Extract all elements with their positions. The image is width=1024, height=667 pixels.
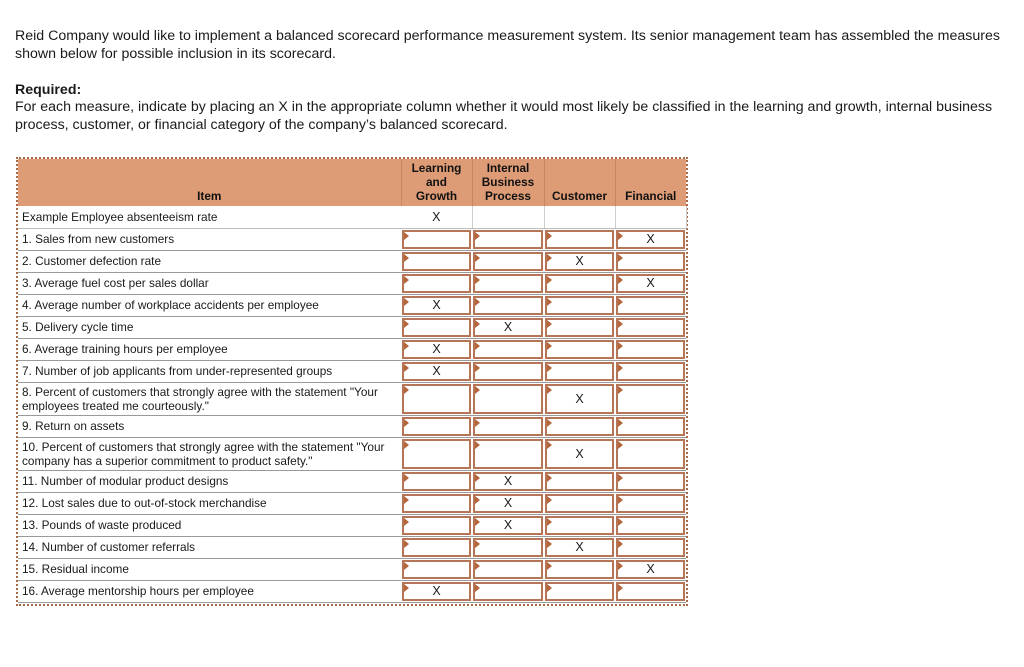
answer-input-internal-business[interactable] bbox=[473, 230, 543, 249]
table-row bbox=[18, 360, 686, 382]
answer-input-financial[interactable] bbox=[616, 417, 685, 436]
answer-input-learning-growth[interactable]: X bbox=[402, 340, 471, 359]
cell-financial bbox=[615, 228, 686, 250]
answer-input-learning-growth[interactable] bbox=[402, 318, 471, 337]
required-heading: Required: bbox=[15, 82, 82, 98]
table-row bbox=[18, 536, 686, 558]
cell-learning-growth bbox=[401, 382, 472, 415]
cell-internal-business bbox=[472, 272, 544, 294]
answer-input-customer[interactable] bbox=[545, 417, 614, 436]
answer-input-customer[interactable] bbox=[545, 494, 614, 513]
example-internal-business bbox=[472, 206, 544, 228]
cell-financial bbox=[615, 580, 686, 602]
cell-customer bbox=[544, 558, 615, 580]
table-row bbox=[18, 415, 686, 437]
measure-label: 15. Residual income bbox=[18, 558, 401, 580]
cell-financial bbox=[615, 316, 686, 338]
answer-input-learning-growth[interactable] bbox=[402, 439, 471, 469]
cell-customer bbox=[544, 536, 615, 558]
header-learning-growth: Learning and Growth bbox=[401, 159, 472, 206]
table-row bbox=[18, 382, 686, 415]
scorecard-table bbox=[18, 159, 687, 603]
header-item: Item bbox=[18, 159, 401, 206]
measure-label: 2. Customer defection rate bbox=[18, 250, 401, 272]
cell-internal-business bbox=[472, 470, 544, 492]
cell-customer bbox=[544, 492, 615, 514]
answer-input-financial[interactable] bbox=[616, 296, 685, 315]
cell-financial bbox=[615, 514, 686, 536]
answer-input-customer[interactable] bbox=[545, 274, 614, 293]
example-learning-growth: X bbox=[401, 206, 472, 228]
cell-customer bbox=[544, 360, 615, 382]
answer-input-learning-growth[interactable] bbox=[402, 516, 471, 535]
answer-input-internal-business[interactable] bbox=[473, 252, 543, 271]
cell-learning-growth bbox=[401, 580, 472, 602]
answer-input-internal-business[interactable] bbox=[473, 538, 543, 557]
intro-text: Reid Company would like to implement a balanced scorecard performance measurement system. Its senior management team has assembled the measures shown below for possible inclusion in its scorecard. bbox=[15, 28, 1000, 62]
cell-financial bbox=[615, 250, 686, 272]
table-row bbox=[18, 338, 686, 360]
answer-input-financial[interactable] bbox=[616, 582, 685, 601]
answer-input-customer[interactable] bbox=[545, 516, 614, 535]
answer-input-customer[interactable] bbox=[545, 318, 614, 337]
table-row bbox=[18, 294, 686, 316]
answer-input-learning-growth[interactable]: X bbox=[402, 582, 471, 601]
measure-label: 14. Number of customer referrals bbox=[18, 536, 401, 558]
answer-input-learning-growth[interactable] bbox=[402, 230, 471, 249]
table-row bbox=[18, 272, 686, 294]
answer-input-financial[interactable] bbox=[616, 472, 685, 491]
answer-input-internal-business[interactable]: X bbox=[473, 318, 543, 337]
cell-customer bbox=[544, 316, 615, 338]
answer-input-financial[interactable] bbox=[616, 516, 685, 535]
cell-learning-growth bbox=[401, 492, 472, 514]
cell-customer bbox=[544, 382, 615, 415]
header-customer: Customer bbox=[544, 159, 615, 206]
answer-input-financial[interactable] bbox=[616, 362, 685, 381]
answer-input-learning-growth[interactable] bbox=[402, 252, 471, 271]
answer-input-learning-growth[interactable] bbox=[402, 494, 471, 513]
cell-internal-business bbox=[472, 558, 544, 580]
cell-internal-business bbox=[472, 294, 544, 316]
cell-internal-business bbox=[472, 514, 544, 536]
answer-input-financial[interactable] bbox=[616, 494, 685, 513]
cell-customer bbox=[544, 294, 615, 316]
table-row bbox=[18, 470, 686, 492]
answer-input-customer[interactable]: X bbox=[545, 439, 614, 469]
answer-input-internal-business[interactable]: X bbox=[473, 472, 543, 491]
answer-input-customer[interactable] bbox=[545, 582, 614, 601]
cell-learning-growth bbox=[401, 514, 472, 536]
answer-input-internal-business[interactable] bbox=[473, 560, 543, 579]
scorecard-table-container bbox=[16, 157, 688, 606]
answer-input-financial[interactable] bbox=[616, 384, 685, 414]
cell-customer bbox=[544, 228, 615, 250]
cell-learning-growth bbox=[401, 360, 472, 382]
cell-financial bbox=[615, 360, 686, 382]
cell-learning-growth bbox=[401, 437, 472, 470]
cell-internal-business bbox=[472, 382, 544, 415]
answer-input-internal-business[interactable] bbox=[473, 439, 543, 469]
answer-input-customer[interactable]: X bbox=[545, 538, 614, 557]
answer-input-financial[interactable] bbox=[616, 318, 685, 337]
example-row bbox=[18, 206, 686, 228]
cell-internal-business bbox=[472, 437, 544, 470]
cell-learning-growth bbox=[401, 415, 472, 437]
cell-internal-business bbox=[472, 360, 544, 382]
answer-input-financial[interactable] bbox=[616, 252, 685, 271]
measure-label: 5. Delivery cycle time bbox=[18, 316, 401, 338]
answer-input-learning-growth[interactable] bbox=[402, 384, 471, 414]
header-row bbox=[18, 159, 686, 206]
measure-label: 6. Average training hours per employee bbox=[18, 338, 401, 360]
cell-learning-growth bbox=[401, 536, 472, 558]
answer-input-learning-growth[interactable] bbox=[402, 538, 471, 557]
answer-input-customer[interactable] bbox=[545, 340, 614, 359]
cell-financial bbox=[615, 558, 686, 580]
answer-input-financial[interactable]: X bbox=[616, 230, 685, 249]
cell-financial bbox=[615, 338, 686, 360]
measure-label: 16. Average mentorship hours per employee bbox=[18, 580, 401, 602]
example-financial bbox=[615, 206, 686, 228]
answer-input-financial[interactable] bbox=[616, 340, 685, 359]
answer-input-financial[interactable] bbox=[616, 538, 685, 557]
cell-learning-growth bbox=[401, 316, 472, 338]
measure-label: 4. Average number of workplace accidents per employee bbox=[18, 294, 401, 316]
answer-input-financial[interactable]: X bbox=[616, 274, 685, 293]
table-row bbox=[18, 316, 686, 338]
answer-input-internal-business[interactable] bbox=[473, 582, 543, 601]
cell-financial bbox=[615, 470, 686, 492]
cell-customer bbox=[544, 272, 615, 294]
answer-input-learning-growth[interactable] bbox=[402, 560, 471, 579]
measure-label: 3. Average fuel cost per sales dollar bbox=[18, 272, 401, 294]
measure-label: 9. Return on assets bbox=[18, 415, 401, 437]
answer-input-customer[interactable] bbox=[545, 230, 614, 249]
answer-input-internal-business[interactable] bbox=[473, 384, 543, 414]
cell-financial bbox=[615, 437, 686, 470]
table-row bbox=[18, 228, 686, 250]
answer-input-customer[interactable] bbox=[545, 560, 614, 579]
answer-input-learning-growth[interactable]: X bbox=[402, 362, 471, 381]
cell-learning-growth bbox=[401, 228, 472, 250]
cell-financial bbox=[615, 272, 686, 294]
answer-input-customer[interactable] bbox=[545, 296, 614, 315]
cell-customer bbox=[544, 250, 615, 272]
answer-input-learning-growth[interactable] bbox=[402, 472, 471, 491]
measure-label: 11. Number of modular product designs bbox=[18, 470, 401, 492]
measure-label: 1. Sales from new customers bbox=[18, 228, 401, 250]
cell-internal-business bbox=[472, 492, 544, 514]
cell-customer bbox=[544, 415, 615, 437]
cell-customer bbox=[544, 514, 615, 536]
cell-internal-business bbox=[472, 228, 544, 250]
cell-customer bbox=[544, 580, 615, 602]
answer-input-internal-business[interactable]: X bbox=[473, 494, 543, 513]
answer-input-financial[interactable] bbox=[616, 439, 685, 469]
header-internal-business-process: Internal Business Process bbox=[472, 159, 544, 206]
table-row bbox=[18, 250, 686, 272]
cell-financial bbox=[615, 382, 686, 415]
answer-input-financial[interactable]: X bbox=[616, 560, 685, 579]
cell-learning-growth bbox=[401, 250, 472, 272]
measure-label: 10. Percent of customers that strongly agree with the statement "Your company has a superior commitment to product safety." bbox=[18, 437, 401, 470]
answer-input-learning-growth[interactable] bbox=[402, 417, 471, 436]
cell-internal-business bbox=[472, 536, 544, 558]
cell-learning-growth bbox=[401, 470, 472, 492]
cell-learning-growth bbox=[401, 338, 472, 360]
table-row bbox=[18, 580, 686, 602]
answer-input-learning-growth[interactable] bbox=[402, 274, 471, 293]
cell-learning-growth bbox=[401, 294, 472, 316]
measure-label: 7. Number of job applicants from under-represented groups bbox=[18, 360, 401, 382]
table-row bbox=[18, 492, 686, 514]
answer-input-customer[interactable] bbox=[545, 362, 614, 381]
answer-input-internal-business[interactable] bbox=[473, 274, 543, 293]
answer-input-customer[interactable]: X bbox=[545, 384, 614, 414]
cell-internal-business bbox=[472, 250, 544, 272]
cell-learning-growth bbox=[401, 558, 472, 580]
answer-input-learning-growth[interactable]: X bbox=[402, 296, 471, 315]
table-row bbox=[18, 514, 686, 536]
example-label: Example Employee absenteeism rate bbox=[18, 206, 401, 228]
answer-input-internal-business[interactable] bbox=[473, 340, 543, 359]
required-instructions: For each measure, indicate by placing an X in the appropriate column whether it would most likely be classified in the learning and growth, internal business process, customer, or financial category of the company’s balanced scorecard. bbox=[15, 99, 993, 133]
example-customer bbox=[544, 206, 615, 228]
answer-input-internal-business[interactable]: X bbox=[473, 516, 543, 535]
table-row bbox=[18, 558, 686, 580]
cell-internal-business bbox=[472, 316, 544, 338]
header-financial: Financial bbox=[615, 159, 686, 206]
answer-input-internal-business[interactable] bbox=[473, 362, 543, 381]
cell-customer bbox=[544, 470, 615, 492]
answer-input-internal-business[interactable] bbox=[473, 417, 543, 436]
measure-label: 8. Percent of customers that strongly agree with the statement "Your employees treated me courteously." bbox=[18, 382, 401, 415]
cell-financial bbox=[615, 415, 686, 437]
measure-label: 13. Pounds of waste produced bbox=[18, 514, 401, 536]
answer-input-customer[interactable]: X bbox=[545, 252, 614, 271]
cell-learning-growth bbox=[401, 272, 472, 294]
cell-financial bbox=[615, 536, 686, 558]
cell-customer bbox=[544, 338, 615, 360]
measure-label: 12. Lost sales due to out-of-stock merchandise bbox=[18, 492, 401, 514]
cell-internal-business bbox=[472, 338, 544, 360]
cell-customer bbox=[544, 437, 615, 470]
cell-financial bbox=[615, 492, 686, 514]
table-row bbox=[18, 437, 686, 470]
cell-financial bbox=[615, 294, 686, 316]
cell-internal-business bbox=[472, 415, 544, 437]
cell-internal-business bbox=[472, 580, 544, 602]
answer-input-customer[interactable] bbox=[545, 472, 614, 491]
answer-input-internal-business[interactable] bbox=[473, 296, 543, 315]
